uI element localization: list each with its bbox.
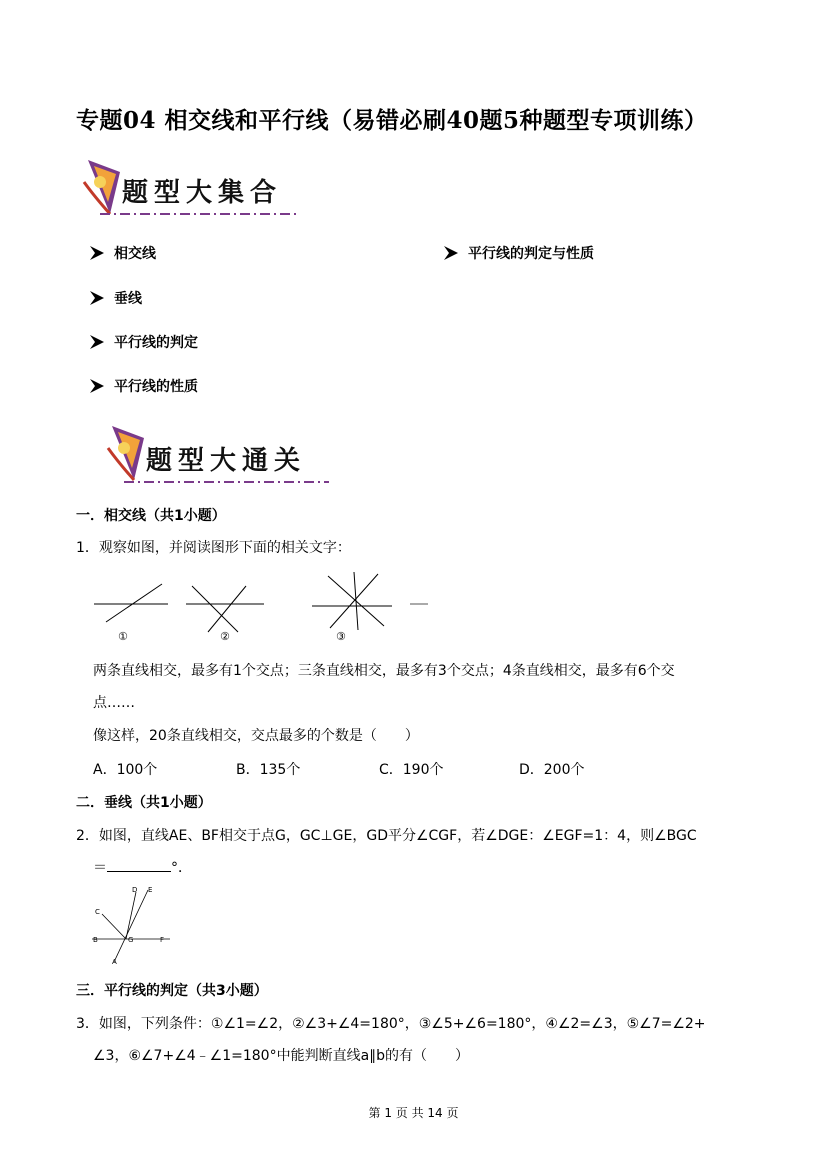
point-label: A <box>112 958 117 964</box>
toc-item-intersecting-lines[interactable] <box>88 243 156 263</box>
toc-item-perpendicular[interactable] <box>88 288 142 308</box>
figure-label: ② <box>220 630 230 642</box>
question-1-option-d[interactable]: D．200个 <box>519 762 585 778</box>
point-label: F <box>160 936 165 944</box>
question-3-text-line-2: ∠3，⑥∠7+∠4﹣∠1=180°中能判断直线a∥b的有（ ） <box>93 1048 470 1064</box>
arrow-bullet-icon <box>88 377 106 395</box>
toc-item-label: 平行线的性质 <box>114 379 198 395</box>
point-label: E <box>148 886 153 894</box>
question-1-option-b[interactable]: B．135个 <box>236 762 301 778</box>
arrow-bullet-icon <box>88 333 106 351</box>
question-2-text-line-1: 2．如图，直线AE、BF相交于点G，GC⊥GE，GD平分∠CGF，若∠DGE：∠EGF=1：4，则∠BGC <box>76 828 697 844</box>
banner-underline <box>100 210 330 218</box>
question-1-text-line-1: 两条直线相交，最多有1个交点；三条直线相交，最多有3个交点；4条直线相交，最多有6个交 <box>93 663 675 679</box>
arrow-bullet-icon <box>442 244 460 262</box>
question-1-text-line-3: 像这样，20条直线相交，交点最多的个数是（ ） <box>93 728 419 744</box>
answer-blank[interactable] <box>107 857 171 872</box>
equals-sign: ＝ <box>93 860 107 876</box>
banner-question-types <box>80 152 310 222</box>
arrow-bullet-icon <box>88 244 106 262</box>
toc-item-parallel-judgement[interactable] <box>88 332 198 352</box>
point-label: D <box>132 886 138 894</box>
banner-question-practice <box>104 418 344 488</box>
question-2-text-line-2 <box>93 857 192 877</box>
banner-title: 题型大通关 <box>146 446 307 476</box>
page-footer: 第 1 页 共 14 页 <box>368 1106 459 1120</box>
question-1-option-a[interactable]: A．100个 <box>93 762 158 778</box>
section-heading-parallel-judgement: 三．平行线的判定（共3小题） <box>76 983 268 999</box>
point-label: C <box>95 908 100 916</box>
toc-item-label: 垂线 <box>114 291 142 307</box>
banner-underline <box>124 478 364 486</box>
banner-title: 题型大集合 <box>122 178 283 208</box>
figure-label: ③ <box>336 630 346 642</box>
figure-label: ① <box>118 630 128 642</box>
point-label: B <box>93 936 98 944</box>
toc-item-label: 相交线 <box>114 246 156 262</box>
point-label: G <box>128 936 134 944</box>
section-heading-perpendicular: 二．垂线（共1小题） <box>76 795 212 811</box>
question-2-figure <box>90 884 180 964</box>
section-heading-intersecting: 一．相交线（共1小题） <box>76 508 226 524</box>
toc-item-label: 平行线的判定与性质 <box>468 246 594 262</box>
toc-item-parallel-judgement-properties[interactable] <box>442 243 594 263</box>
toc-item-label: 平行线的判定 <box>114 335 198 351</box>
toc-item-parallel-properties[interactable] <box>88 376 198 396</box>
page-title: 专题04 相交线和平行线（易错必刷40题5种题型专项训练） <box>76 107 708 134</box>
degree-suffix: °． <box>171 860 192 876</box>
question-3-text-line-1: 3．如图，下列条件：①∠1=∠2，②∠3+∠4=180°，③∠5+∠6=180°，④∠2=∠3，⑤∠7=∠2+ <box>76 1016 706 1032</box>
question-1-option-c[interactable]: C．190个 <box>379 762 444 778</box>
question-1-text-line-2: 点…… <box>93 695 135 711</box>
question-1-figure <box>88 572 448 642</box>
question-1-stem: 1．观察如图，并阅读图形下面的相关文字： <box>76 540 351 556</box>
arrow-bullet-icon <box>88 289 106 307</box>
